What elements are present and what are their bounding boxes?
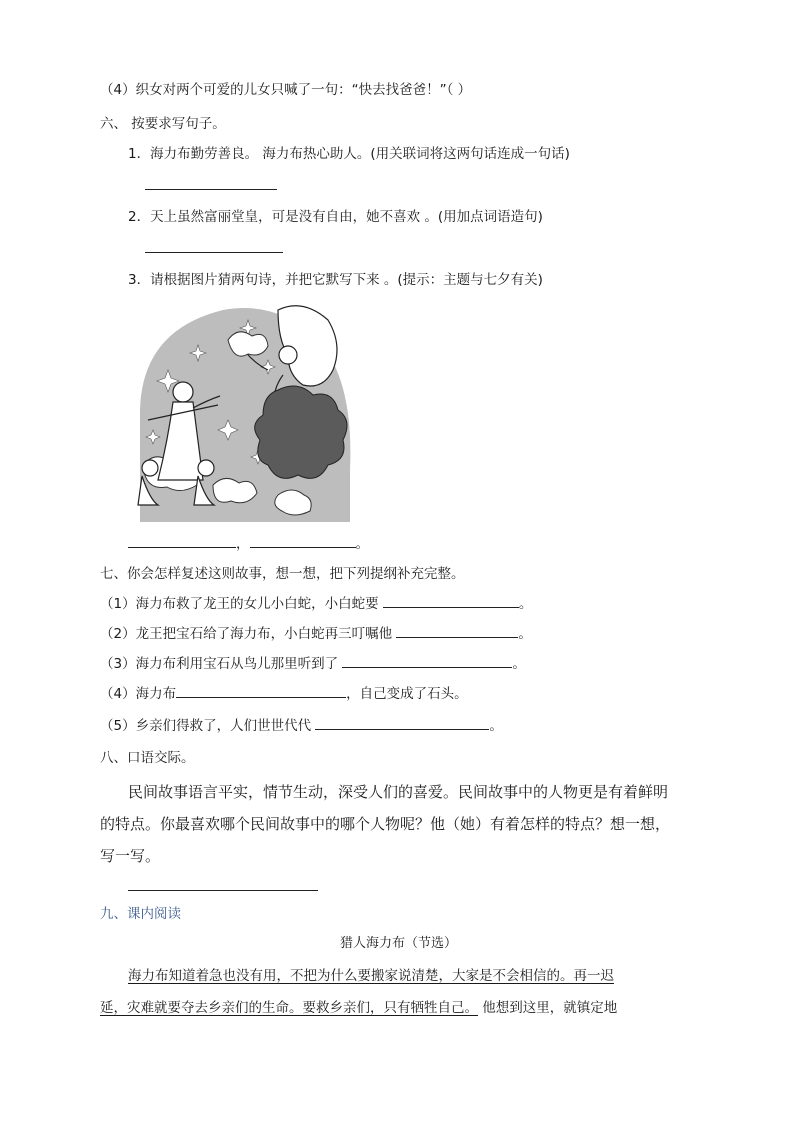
- question-4: （4）织女对两个可爱的儿女只喊了一句：“快去找爸爸！”（ ）: [100, 82, 472, 98]
- section-7-item-2: （2）龙王把宝石给了海力布，小白蛇再三叮嘱他 。: [100, 626, 532, 642]
- period: 。: [355, 536, 369, 552]
- section-6-item-3: 3．请根据图片猜两句诗，并把它默写下来 。(提示：主题与七夕有关): [128, 272, 543, 288]
- blank-7-2[interactable]: [396, 624, 518, 638]
- section-8-line-1: 民间故事语言平实，情节生动，深受人们的喜爱。民间故事中的人物更是有着鲜明: [128, 783, 669, 801]
- poem-answer: [128, 534, 369, 554]
- blank-7-3[interactable]: [342, 654, 512, 668]
- blank-7-4[interactable]: [176, 684, 346, 698]
- section-7-item-3: （3）海力布利用宝石从鸟儿那里听到了 。: [100, 656, 526, 672]
- blank-7-1[interactable]: [383, 594, 519, 608]
- section-7-item-1: （1）海力布救了龙王的女儿小白蛇，小白蛇要 。: [100, 596, 533, 612]
- section-6-title: 六、 按要求写句子。: [100, 116, 226, 132]
- answer-line-6-2[interactable]: [145, 252, 283, 253]
- section-7-item-5: （5）乡亲们得救了，人们世世代代 。: [100, 718, 503, 734]
- section-9-title: 九、课内阅读: [100, 906, 181, 922]
- answer-line-6-1[interactable]: [145, 189, 277, 190]
- passage-rest: 他想到这里，就镇定地: [478, 1000, 618, 1016]
- section-7-item-4: （4）海力布 ，自己变成了石头。: [100, 686, 468, 702]
- section-6-item-2: 2．天上虽然富丽堂皇，可是没有自由，她不喜欢 。(用加点词语造句): [128, 209, 543, 225]
- blank-7-5[interactable]: [315, 716, 489, 730]
- passage-title: 猎人海力布（节选）: [340, 936, 458, 951]
- passage-underlined-part: 延，灾难就要夺去乡亲们的生命。要救乡亲们，只有牺牲自己。: [100, 1000, 478, 1016]
- poem-blank-2[interactable]: [250, 534, 356, 548]
- qixi-illustration: [128, 300, 354, 522]
- section-8-line-3: 写一写。: [100, 847, 161, 865]
- passage-line-2: [100, 998, 617, 1018]
- section-6-item-1: 1．海力布勤劳善良。 海力布热心助人。(用关联词将这两句话连成一句话): [128, 146, 570, 162]
- section-7-title: 七、你会怎样复述这则故事，想一想，把下列提纲补充完整。: [100, 566, 465, 582]
- comma: ，: [236, 536, 250, 552]
- section-8-title: 八、口语交际。: [100, 750, 195, 766]
- section-8-line-2: 的特点。你最喜欢哪个民间故事中的哪个人物呢？他（她）有着怎样的特点？想一想，: [100, 815, 671, 833]
- poem-blank-1[interactable]: [128, 534, 236, 548]
- passage-line-1: 海力布知道着急也没有用，不把为什么要搬家说清楚，大家是不会相信的。再一迟: [128, 968, 614, 984]
- answer-line-8[interactable]: [128, 890, 318, 891]
